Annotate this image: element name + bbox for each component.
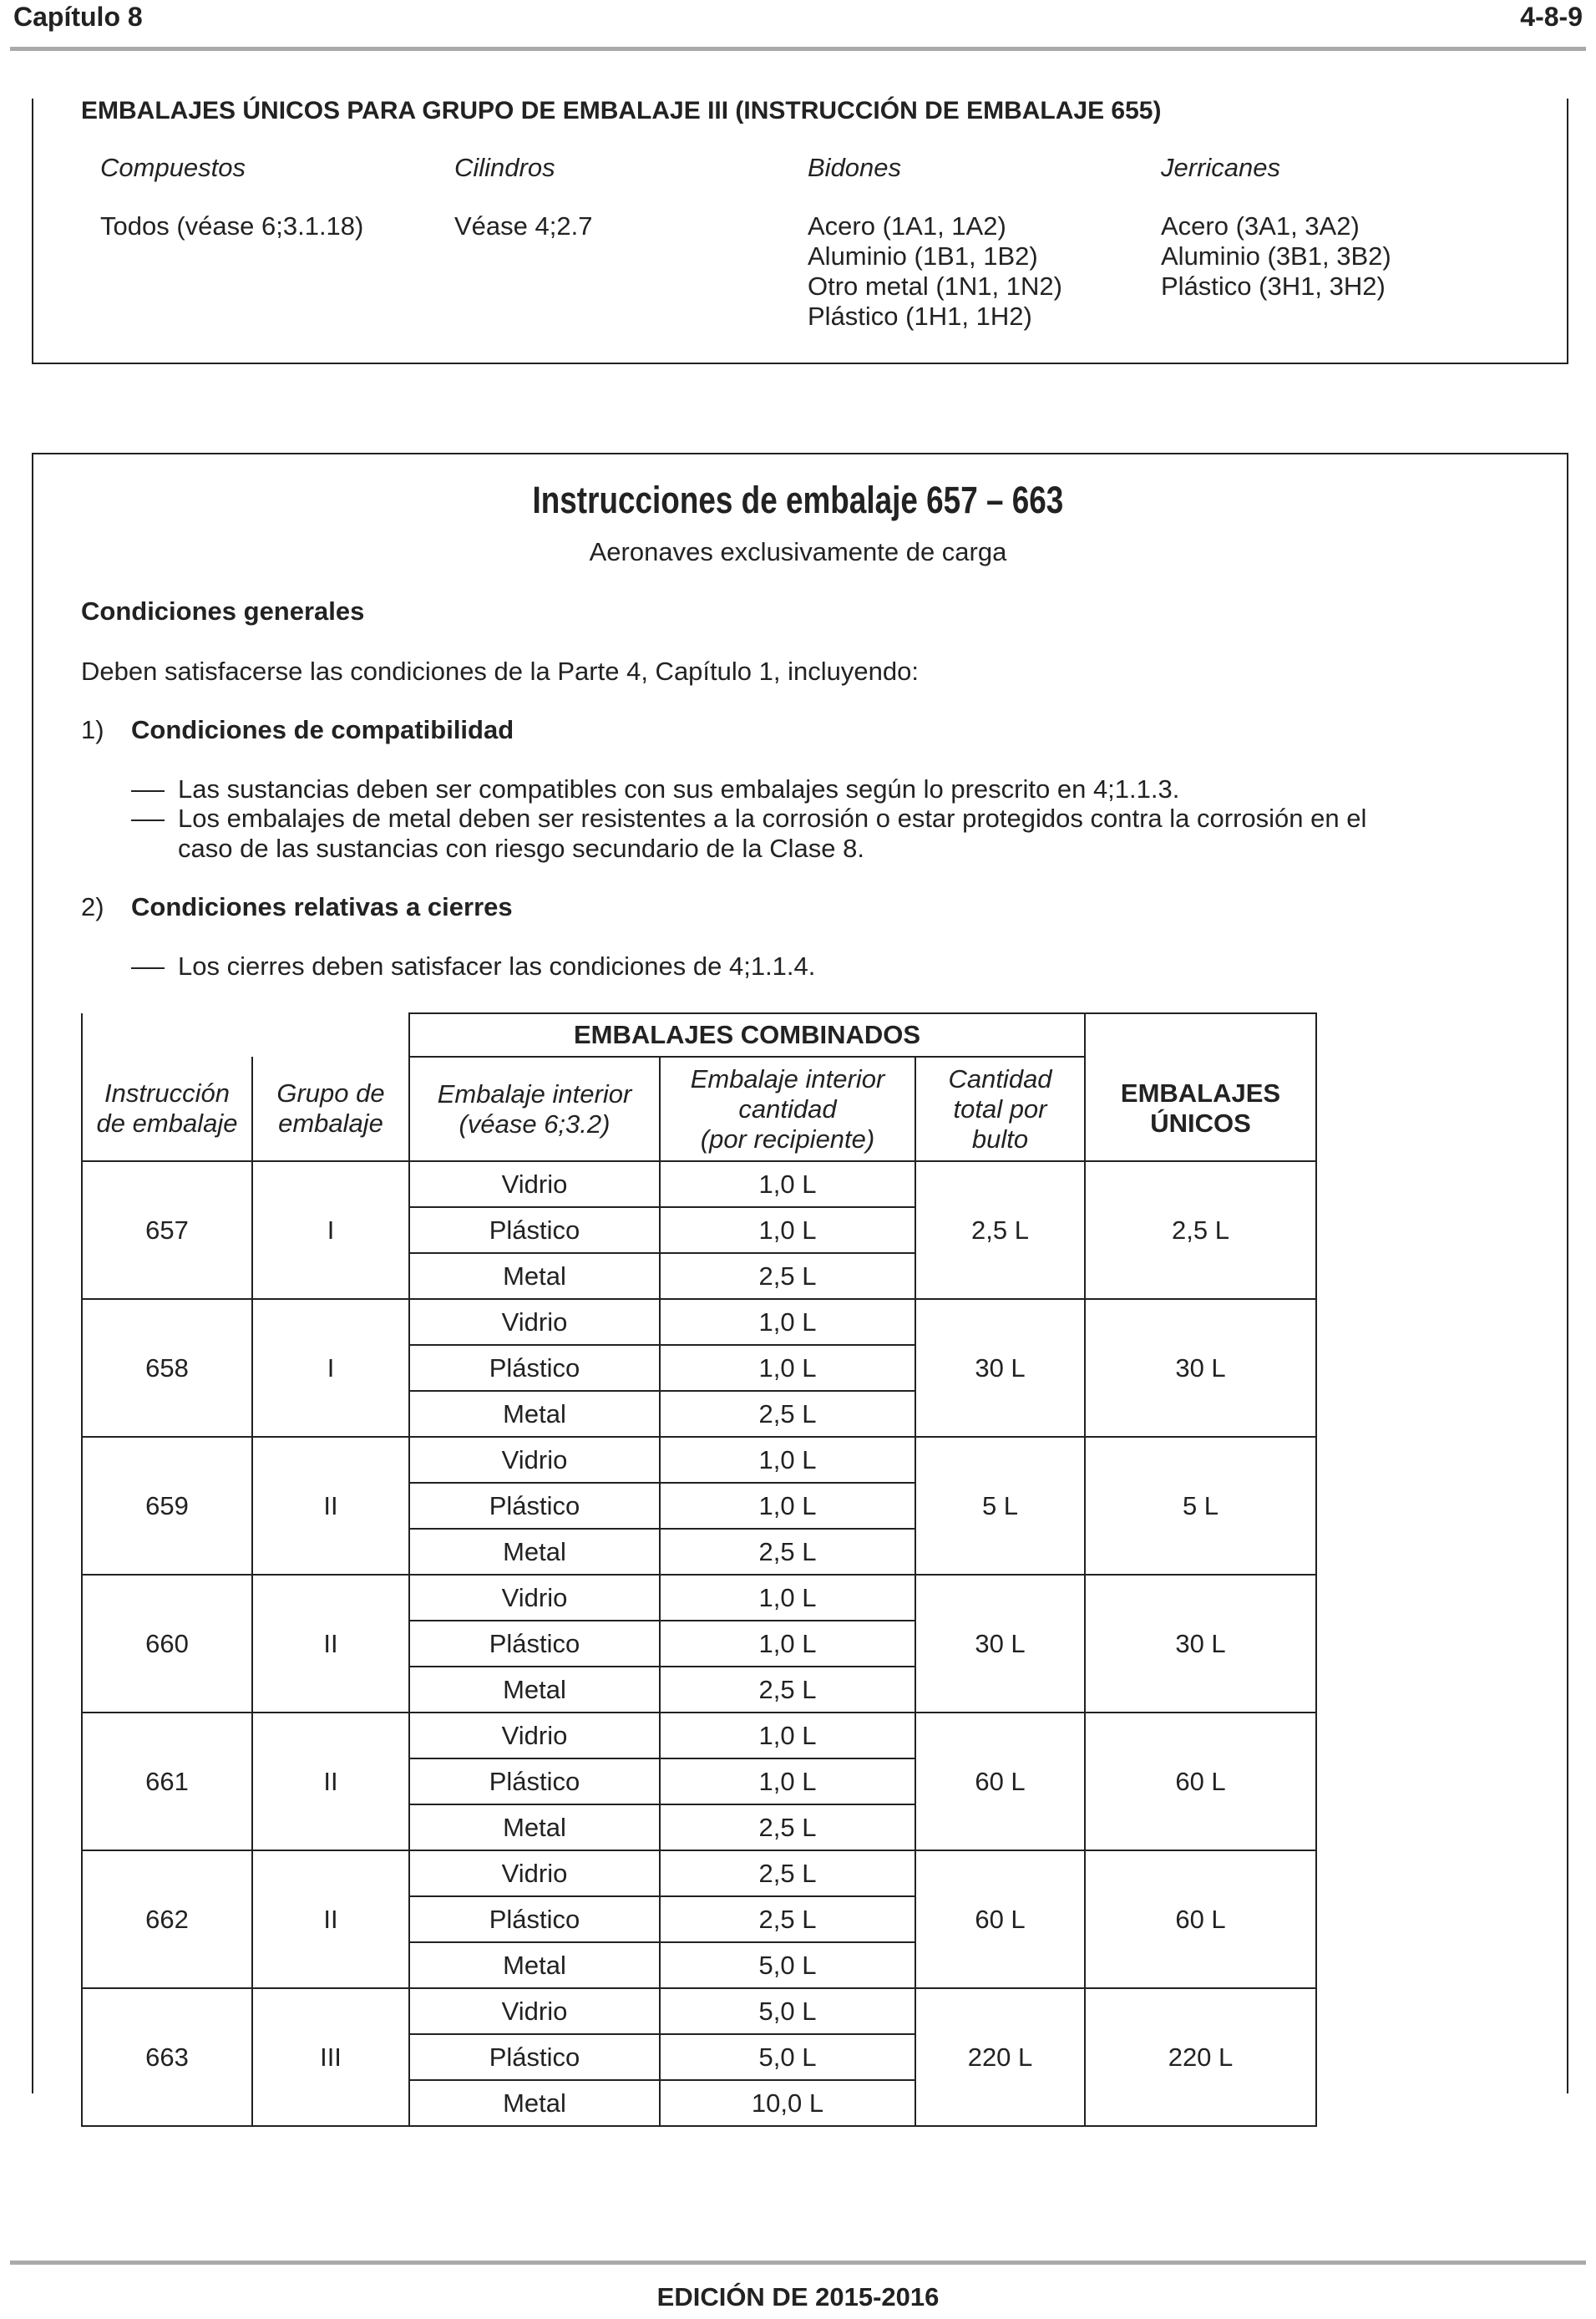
inner-packaging-column-header: Embalaje interior (véase 6;3.2) [409, 1057, 660, 1161]
page-number: 4-8-9 [1520, 2, 1583, 32]
inner-packaging-material: Vidrio [409, 1575, 660, 1621]
instruction-number: 661 [82, 1713, 252, 1850]
instructions-subtitle: Aeronaves exclusivamente de carga [589, 537, 1007, 566]
total-quantity: 5 L [915, 1437, 1085, 1575]
single-packaging-quantity: 60 L [1085, 1713, 1316, 1850]
dash-icon [131, 820, 165, 821]
list-item: Otro metal (1N1, 1N2) [808, 271, 1062, 301]
column-head-jerricanes: Jerricanes [1161, 153, 1280, 182]
inner-packaging-quantity: 1,0 L [660, 1437, 915, 1483]
inner-packaging-material: Metal [409, 1667, 660, 1713]
inner-packaging-quantity: 2,5 L [660, 1850, 915, 1896]
inner-packaging-material: Vidrio [409, 1988, 660, 2034]
instruction-number: 662 [82, 1850, 252, 1988]
footer-rule [10, 2261, 1586, 2265]
inner-packaging-quantity: 2,5 L [660, 1896, 915, 1942]
bullet-closures-1: Los cierres deben satisfacer las condiciones de 4;1.1.4. [131, 951, 815, 982]
packing-group: II [252, 1713, 409, 1850]
inner-packaging-material: Metal [409, 1391, 660, 1437]
header-rule [10, 47, 1586, 51]
inner-packaging-material: Plástico [409, 1345, 660, 1391]
inner-quantity-column-header: Embalaje interior cantidad (por recipiente) [660, 1057, 915, 1161]
list-item: Plástico (3H1, 3H2) [1161, 271, 1386, 301]
total-quantity: 220 L [915, 1988, 1085, 2126]
table-row [82, 1299, 1316, 1345]
item-2-title: Condiciones relativas a cierres [131, 892, 513, 921]
inner-packaging-material: Vidrio [409, 1437, 660, 1483]
item-1-number: 1) [81, 715, 104, 744]
inner-packaging-material: Plástico [409, 1621, 660, 1667]
intro-text: Deben satisfacerse las condiciones de la Parte 4, Capítulo 1, incluyendo: [81, 657, 919, 686]
inner-packaging-quantity: 10,0 L [660, 2080, 915, 2126]
inner-packaging-quantity: 1,0 L [660, 1575, 915, 1621]
packing-group: II [252, 1437, 409, 1575]
dash-icon [131, 790, 165, 792]
single-packaging-quantity: 5 L [1085, 1437, 1316, 1575]
packing-group: III [252, 1988, 409, 2126]
inner-packaging-material: Vidrio [409, 1161, 660, 1207]
inner-packaging-material: Plástico [409, 1758, 660, 1804]
inner-packaging-material: Metal [409, 1253, 660, 1299]
instruction-number: 659 [82, 1437, 252, 1575]
inner-packaging-quantity: 2,5 L [660, 1667, 915, 1713]
inner-packaging-quantity: 2,5 L [660, 1253, 915, 1299]
column-bidones-lines [808, 211, 1062, 332]
packing-group: II [252, 1850, 409, 1988]
inner-packaging-material: Metal [409, 1804, 660, 1850]
instruction-number: 658 [82, 1299, 252, 1437]
inner-packaging-quantity: 1,0 L [660, 1758, 915, 1804]
list-item: Aluminio (3B1, 3B2) [1161, 241, 1391, 271]
single-packaging-quantity: 60 L [1085, 1850, 1316, 1988]
table-row [82, 1850, 1316, 1896]
list-item: Acero (1A1, 1A2) [808, 211, 1006, 241]
dash-icon [131, 967, 165, 969]
table-header-row [82, 1057, 1316, 1161]
instructions-title: Instrucciones de embalaje 657 – 663 [532, 479, 1064, 521]
bullet-compatibility-2: Los embalajes de metal deben ser resistentes a la corrosión o estar protegidos contra la corrosión en el [131, 804, 1366, 834]
packing-instructions-table [81, 1012, 1317, 2127]
list-item: Acero (3A1, 3A2) [1161, 211, 1360, 241]
group-column-header: Grupo de embalaje [252, 1057, 409, 1161]
total-quantity: 2,5 L [915, 1161, 1085, 1299]
column-head-compuestos: Compuestos [100, 153, 246, 182]
inner-packaging-material: Plástico [409, 1207, 660, 1253]
single-packaging-quantity: 30 L [1085, 1575, 1316, 1713]
column-head-bidones: Bidones [808, 153, 902, 182]
packing-group: I [252, 1299, 409, 1437]
single-packagings-column-header: EMBALAJES ÚNICOS [1085, 1057, 1316, 1161]
total-quantity: 60 L [915, 1713, 1085, 1850]
inner-packaging-material: Vidrio [409, 1850, 660, 1896]
instruction-number: 660 [82, 1575, 252, 1713]
table-row [82, 1575, 1316, 1621]
inner-packaging-quantity: 1,0 L [660, 1483, 915, 1529]
inner-packaging-material: Vidrio [409, 1299, 660, 1345]
instruction-column-header: Instrucción de embalaje [82, 1057, 252, 1161]
inner-packaging-quantity: 1,0 L [660, 1345, 915, 1391]
instruction-number: 657 [82, 1161, 252, 1299]
column-compuestos-lines [100, 211, 363, 241]
bullet-compatibility-1: Las sustancias deben ser compatibles con sus embalajes según lo prescrito en 4;1.1.3. [131, 774, 1179, 804]
general-conditions-heading: Condiciones generales [81, 596, 365, 626]
inner-packaging-material: Plástico [409, 2034, 660, 2080]
total-quantity: 30 L [915, 1299, 1085, 1437]
inner-packaging-material: Metal [409, 1942, 660, 1988]
inner-packaging-material: Plástico [409, 1483, 660, 1529]
table-row [82, 1713, 1316, 1758]
list-item: Todos (véase 6;3.1.18) [100, 211, 364, 241]
column-jerricanes-lines [1161, 211, 1391, 302]
inner-packaging-material: Plástico [409, 1896, 660, 1942]
inner-packaging-quantity: 2,5 L [660, 1804, 915, 1850]
inner-packaging-quantity: 1,0 L [660, 1621, 915, 1667]
single-packagings-title: EMBALAJES ÚNICOS PARA GRUPO DE EMBALAJE III (INSTRUCCIÓN DE EMBALAJE 655) [81, 97, 1162, 124]
single-packaging-quantity: 220 L [1085, 1988, 1316, 2126]
inner-packaging-quantity: 5,0 L [660, 1942, 915, 1988]
instruction-number: 663 [82, 1988, 252, 2126]
inner-packaging-quantity: 2,5 L [660, 1529, 915, 1575]
inner-packaging-quantity: 2,5 L [660, 1391, 915, 1437]
bullet-compatibility-2-cont: caso de las sustancias con riesgo secundario de la Clase 8. [178, 834, 864, 863]
table-row [82, 1437, 1316, 1483]
total-quantity: 60 L [915, 1850, 1085, 1988]
inner-packaging-quantity: 1,0 L [660, 1299, 915, 1345]
list-item: Aluminio (1B1, 1B2) [808, 241, 1038, 271]
packing-group: II [252, 1575, 409, 1713]
edition-footer: EDICIÓN DE 2015-2016 [656, 2282, 940, 2311]
item-1-title: Condiciones de compatibilidad [131, 715, 514, 744]
chapter-label: Capítulo 8 [13, 2, 143, 32]
table-row [82, 1988, 1316, 2034]
packing-group: I [252, 1161, 409, 1299]
column-head-cilindros: Cilindros [454, 153, 555, 182]
inner-packaging-quantity: 1,0 L [660, 1161, 915, 1207]
inner-packaging-material: Metal [409, 2080, 660, 2126]
inner-packaging-quantity: 1,0 L [660, 1207, 915, 1253]
table-body [82, 1161, 1316, 2126]
item-2-number: 2) [81, 892, 104, 921]
table-row [82, 1161, 1316, 1207]
list-item: Plástico (1H1, 1H2) [808, 302, 1032, 331]
column-cilindros-lines [454, 211, 592, 241]
inner-packaging-quantity: 1,0 L [660, 1713, 915, 1758]
inner-packaging-material: Metal [409, 1529, 660, 1575]
total-quantity: 30 L [915, 1575, 1085, 1713]
total-quantity-column-header: Cantidad total por bulto [915, 1057, 1085, 1161]
single-packaging-quantity: 30 L [1085, 1299, 1316, 1437]
single-packaging-quantity: 2,5 L [1085, 1161, 1316, 1299]
list-item: Véase 4;2.7 [454, 211, 593, 241]
inner-packaging-material: Vidrio [409, 1713, 660, 1758]
inner-packaging-quantity: 5,0 L [660, 1988, 915, 2034]
combined-packagings-header: EMBALAJES COMBINADOS [409, 1013, 1085, 1057]
inner-packaging-quantity: 5,0 L [660, 2034, 915, 2080]
